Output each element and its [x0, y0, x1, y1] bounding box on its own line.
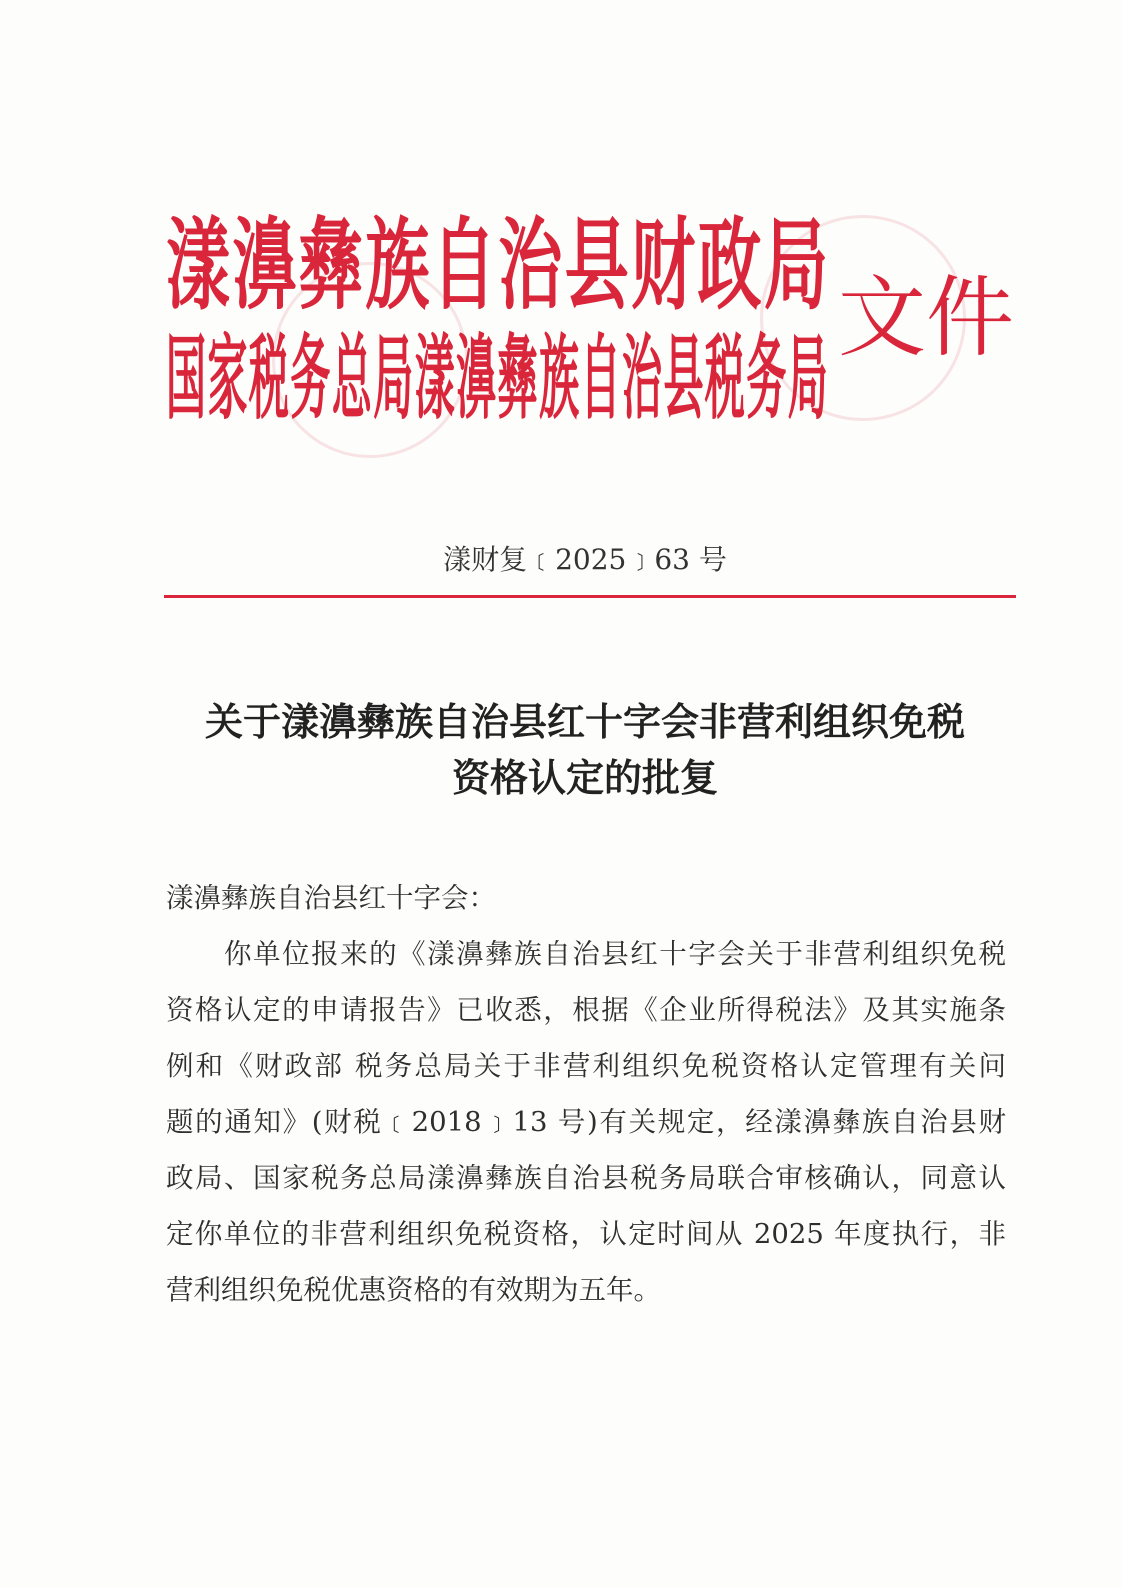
header-char: 族: [365, 208, 430, 325]
header-char: 治: [498, 208, 563, 325]
header-char: 漾: [414, 324, 455, 433]
header-char: 税: [248, 324, 289, 433]
body-line: 例和《财政部 税务总局关于非营利组织免税资格认定管理有关问: [166, 1050, 1006, 1082]
header-char: 族: [539, 324, 580, 433]
header-char: 局: [787, 324, 828, 433]
issuer-line-tax-bureau: [166, 324, 828, 433]
header-char: 县: [564, 208, 629, 325]
header-char: 濞: [232, 208, 297, 325]
header-char: 治: [621, 324, 662, 433]
header-char: 局: [373, 324, 414, 433]
header-char: 自: [580, 324, 621, 433]
salutation: 漾濞彝族自治县红十字会：: [166, 882, 496, 914]
header-char: 政: [697, 208, 762, 325]
body-line: 定你单位的非营利组织免税资格，认定时间从 2025 年度执行，非: [166, 1218, 1006, 1250]
body-line: 你单位报来的《漾濞彝族自治县红十字会关于非营利组织免税: [166, 938, 1006, 970]
header-char: 总: [331, 324, 372, 433]
header-char: 自: [431, 208, 496, 325]
header-char: 财: [631, 208, 696, 325]
title-line-1: 关于漾濞彝族自治县红十字会非营利组织免税: [204, 699, 965, 744]
header-char: 局: [763, 208, 828, 325]
header-char: 税: [704, 324, 745, 433]
header-char: 国: [166, 324, 206, 433]
header-char: 家: [207, 324, 248, 433]
body-line: 题的通知》(财税﹝2018﹞13 号)有关规定，经漾濞彝族自治县财: [166, 1106, 1006, 1138]
title-line-2: 资格认定的批复: [451, 755, 718, 800]
header-char: 县: [663, 324, 704, 433]
header-char: 彝: [298, 208, 363, 325]
header-char: 漾: [166, 208, 230, 325]
red-divider: [164, 595, 1016, 598]
body-line: 政局、国家税务总局漾濞彝族自治县税务局联合审核确认，同意认: [166, 1162, 1006, 1194]
document-suffix: 文件: [838, 266, 1015, 369]
header-char: 务: [746, 324, 787, 433]
header-char: 彝: [497, 324, 538, 433]
body-line: 营利组织免税优惠资格的有效期为五年。: [166, 1274, 661, 1306]
header-char: 务: [290, 324, 331, 433]
body-line: 资格认定的申请报告》已收悉，根据《企业所得税法》及其实施条: [166, 994, 1006, 1026]
header-char: 濞: [456, 324, 497, 433]
document-number: 漾财复﹝2025﹞63 号: [443, 543, 727, 576]
